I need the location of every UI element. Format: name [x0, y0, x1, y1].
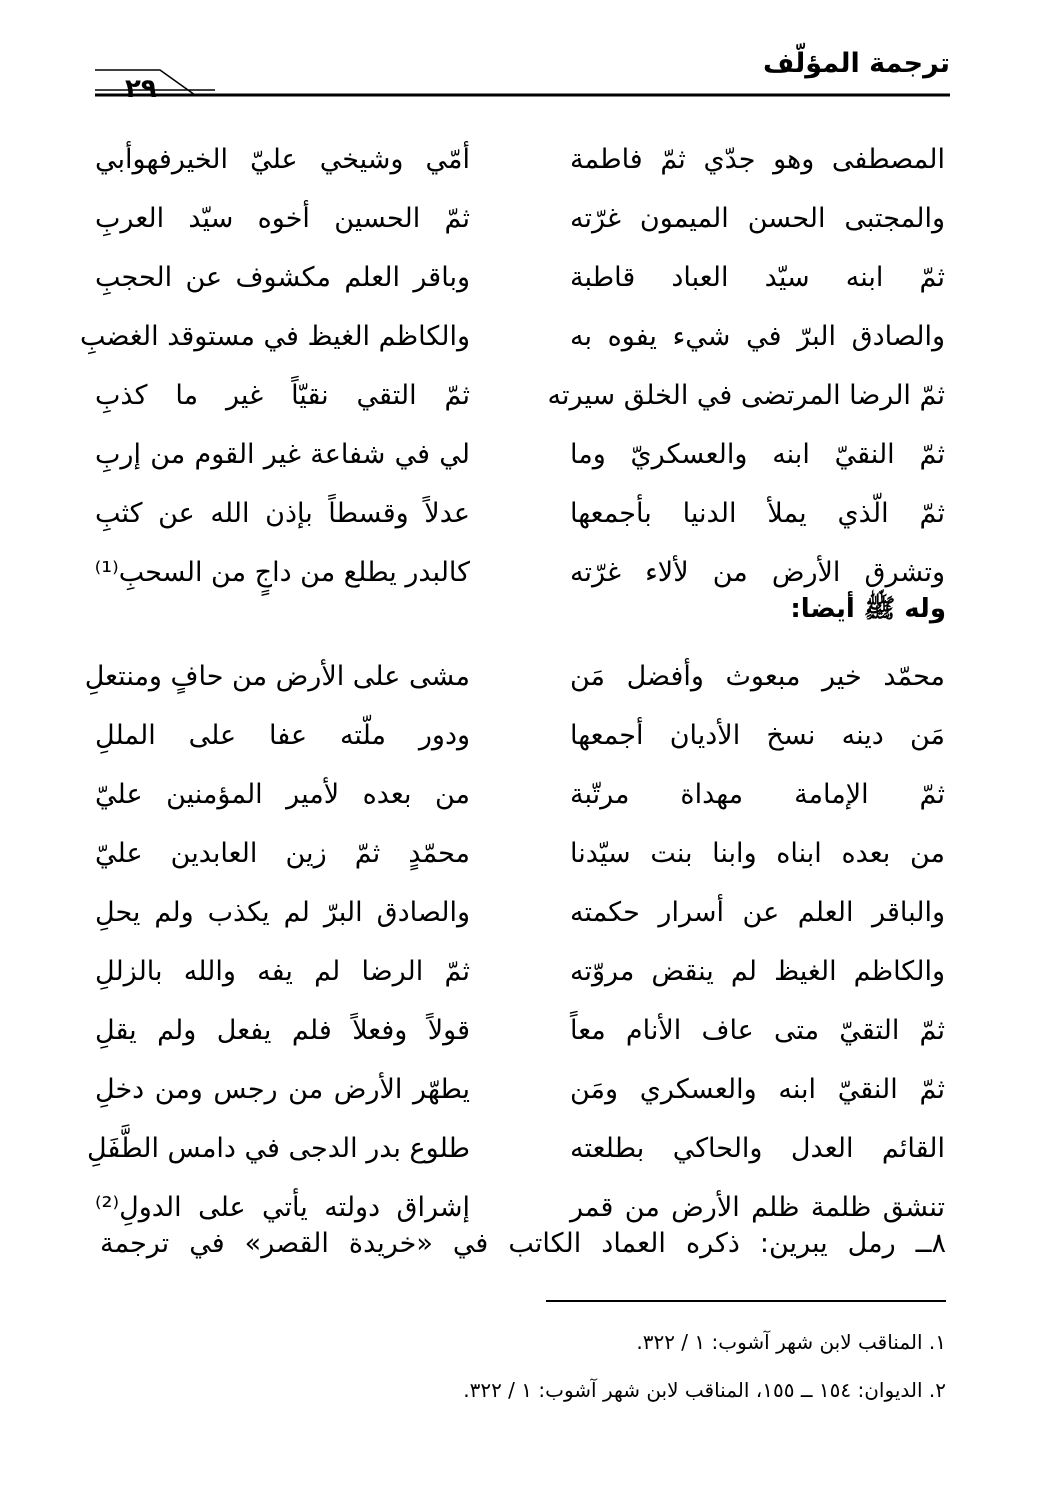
hemistich-first: وتشرق الأرض من لألاء غرّته — [570, 557, 945, 588]
verse — [95, 706, 945, 765]
hemistich-second: قولاً وفعلاً فلم يفعل ولم يقلِ — [95, 1015, 470, 1046]
hemistich-first: ثمّ النقيّ ابنه والعسكريّ وما — [570, 439, 945, 470]
verse — [95, 942, 945, 1001]
verse — [95, 189, 945, 248]
verse — [79, 307, 945, 366]
hemistich-first: ثمّ التقيّ متى عاف الأنام معاً — [570, 1015, 945, 1046]
hemistich-second: ثمّ الرضا لم يفه والله بالزللِ — [95, 956, 470, 987]
hemistich-second: والكاظم الغيظ في مستوقد الغضبِ — [79, 321, 470, 352]
page-header — [95, 40, 950, 104]
hemistich-second: محمّدٍ ثمّ زين العابدين عليّ — [95, 838, 470, 869]
hemistich-first: ثمّ الّذي يملأ الدنيا بأجمعها — [570, 498, 945, 529]
hemistich-second: عدلاً وقسطاً بإذن الله عن كثبِ — [95, 498, 470, 529]
footnote: ١. المناقب لابن شهر آشوب: ١ / ٣٢٢. — [636, 1330, 946, 1354]
hemistich-second: أمّي وشيخي عليّ الخيرفهوأبي — [95, 144, 470, 175]
hemistich-first: والمجتبى الحسن الميمون غرّته — [570, 203, 945, 234]
hemistich-second: ثمّ التقي نقيّاً غير ما كذبِ — [95, 380, 470, 411]
hemistich-second: ثمّ الحسين أخوه سيّد العربِ — [95, 203, 470, 234]
hemistich-first: من بعده ابناه وابنا بنت سيّدنا — [570, 838, 945, 869]
running-title: ترجمة المؤلّف — [763, 48, 950, 79]
hemistich-first: ثمّ الإمامة مهداة مرتّبة — [570, 779, 945, 810]
hemistich-second: مشى على الأرض من حافٍ ومنتعلِ — [84, 661, 470, 692]
hemistich-first: تنشق ظلمة ظلم الأرض من قمر — [570, 1192, 945, 1223]
poem-intro: وله ﷺ أيضا: — [790, 594, 946, 624]
hemistich-second: من بعده لأمير المؤمنين عليّ — [95, 779, 470, 810]
hemistich-first: والصادق البرّ في شيء يفوه به — [570, 321, 945, 352]
verse — [95, 1060, 945, 1119]
hemistich-second: والصادق البرّ لم يكذب ولم يحلِ — [95, 897, 470, 928]
footnote: ٢. الديوان: ١٥٤ ــ ١٥٥، المناقب لابن شهر آشوب: ١ / ٣٢٢. — [463, 1378, 946, 1402]
hemistich-second: إشراق دولته يأتي على الدولِ⁽²⁾ — [95, 1192, 470, 1223]
verse — [95, 366, 945, 425]
hemistich-first: والباقر العلم عن أسرار حكمته — [570, 897, 945, 928]
hemistich-first: مَن دينه نسخ الأديان أجمعها — [570, 720, 945, 751]
hemistich-second: طلوع بدر الدجى في دامس الطَّفَلِ — [86, 1133, 470, 1164]
hemistich-first: محمّد خير مبعوث وأفضل مَن — [570, 661, 945, 692]
verse — [95, 425, 945, 484]
hemistich-first: القائم العدل والحاكي بطلعته — [570, 1133, 945, 1164]
poem-second — [84, 647, 945, 1237]
verse — [84, 647, 945, 706]
hemistich-second: لي في شفاعة غير القوم من إربِ — [95, 439, 470, 470]
hemistich-first: ثمّ النقيّ ابنه والعسكري ومَن — [570, 1074, 945, 1105]
verse — [95, 824, 945, 883]
hemistich-second: يطهّر الأرض من رجس ومن دخلِ — [95, 1074, 470, 1105]
poem-first — [79, 130, 945, 602]
hemistich-second: كالبدر يطلع من داجٍ من السحبِ⁽¹⁾ — [94, 557, 470, 588]
verse — [95, 248, 945, 307]
verse — [95, 130, 945, 189]
page-number: ٢٩ — [125, 74, 157, 104]
hemistich-first: المصطفى وهو جدّي ثمّ فاطمة — [570, 144, 945, 175]
verse — [95, 883, 945, 942]
hemistich-second: ودور ملّته عفا على المللِ — [95, 720, 470, 751]
footnote-separator — [546, 1300, 946, 1302]
verse — [86, 1119, 945, 1178]
hemistich-second: وباقر العلم مكشوف عن الحجبِ — [95, 262, 470, 293]
verse — [95, 765, 945, 824]
footnotes — [96, 1318, 946, 1414]
hemistich-first: ثمّ ابنه سيّد العباد قاطبة — [570, 262, 945, 293]
verse — [95, 484, 945, 543]
hemistich-first: ثمّ الرضا المرتضى في الخلق سيرته — [547, 380, 945, 411]
hemistich-first: والكاظم الغيظ لم ينقض مروّته — [570, 956, 945, 987]
prose-paragraph: ٨ــ رمل يبرين: ذكره العماد الكاتب في «خريدة القصر» في ترجمة — [100, 1228, 946, 1259]
verse — [95, 1001, 945, 1060]
